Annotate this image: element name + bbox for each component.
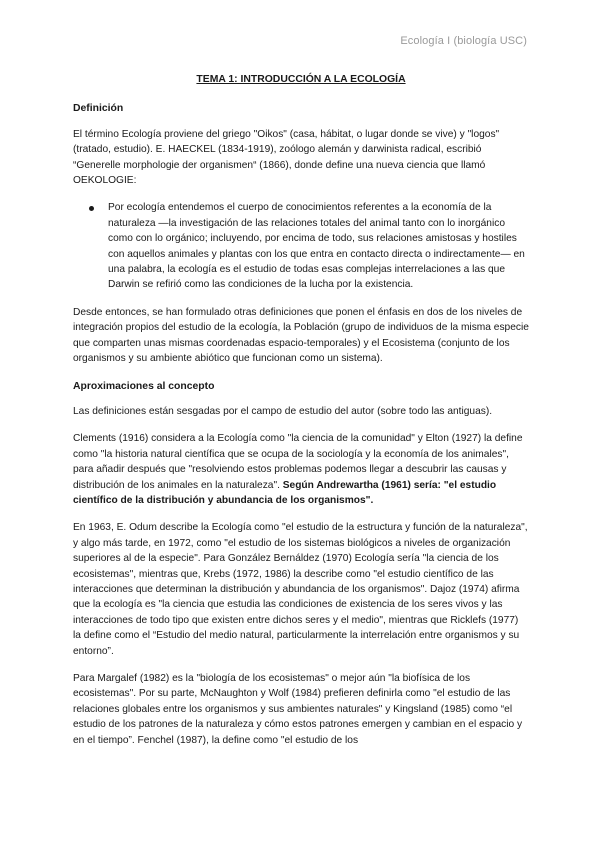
paragraph-margalef: Para Margalef (1982) es la "biología de los ecosistemas" o mejor aún "la biofísica de los ecosistemas". Por su parte, McNaughton y Wolf (1984) prefieren definirla como "el estudio de las relaciones globales entre los organismos y sus ambientes naturales" y Kingsland (1985) como “el estudio de los patrones de la naturaleza y cómo estos patrones emergen y cambian en el espacio y en el tiempo”. Fenchel (1987), la define como "el estudio de los (73, 673, 523, 746)
header-course-note: Ecología I (biología USC) (400, 35, 527, 47)
andrewartha-definition: Según Andrewartha (1961) sería: "el estudio científico de la distribución y abundancia de los organismos". (73, 479, 497, 506)
paragraph-etymology: El término Ecología proviene del griego "Oikos" (casa, hábitat, o lugar donde se vive) y "logos" (tratado, estudio). E. HAECKEL (1834-1919), zoólogo alemán y darwinista radical, escribió “Generelle morphologie der organismen“ (1866), donde define una nueva ciencia que llamó OEKOLOGIE: (73, 128, 500, 187)
section-heading-definicion: Definición (73, 103, 124, 115)
quote-list (73, 200, 529, 292)
document-title: TEMA 1: INTRODUCCIÓN A LA ECOLOGÍA (196, 74, 406, 85)
paragraph-bias: Las definiciones están sesgadas por el campo de estudio del autor (sobre todo las antiguas). (73, 405, 493, 417)
haeckel-quote: Por ecología entendemos el cuerpo de conocimientos referentes a la economía de la naturaleza —la investigación de las relaciones totales del animal tanto con lo inorgánico como con lo orgánico; incluyendo, por encima de todo, sus relaciones amistosas y hostiles con aquellos animales y plantas con los que entra en contacto directa o indirectamente— en una palabra, la ecología es el estudio de todas esas complejas interrelaciones a las que Darwin se refirió como las condiciones de la lucha por la existencia. (108, 202, 525, 291)
paragraph-odum-krebs: En 1963, E. Odum describe la Ecología como "el estudio de la estructura y función de la naturaleza", y algo más tarde, en 1972, como "el estudio de los sistemas biológicos a niveles de organización superiores al de la especie". Para González Bernáldez (1970) Ecología sería "la ciencia de los ecosistemas", mientras que, Krebs (1972, 1986) la describe como "el estudio científico de las interacciones que determinan la distribución y abundancia de los organismos". Dajoz (1974) afirma que la ecología es "la ciencia que estudia las condiciones de existencia de los seres vivos y las interacciones de todo tipo que existen entre dichos seres y el medio", mientras que Ricklefs (1977) la define como el “Estudio del medio natural, particularmente la interrelación entre organismos y su entorno”. (73, 522, 528, 657)
paragraph-population-ecosystem: Desde entonces, se han formulado otras definiciones que ponen el énfasis en dos de los niveles de integración propios del estudio de la ecología, la Población (grupo de individuos de la misma especie que comparten unas mismas coordenadas espacio-temporales) y el Ecosistema (conjunto de los organismos y su ambiente abiótico que funcionan como un sistema). (73, 306, 529, 365)
list-item (108, 200, 529, 292)
paragraph-clements-elton (73, 431, 529, 508)
section-heading-aproximaciones: Aproximaciones al concepto (73, 380, 215, 392)
bullet-icon (89, 206, 94, 211)
clements-elton-text: Clements (1916) considera a la Ecología como "la ciencia de la comunidad" y Elton (1927) la define como "la historia natural científica que se ocupa de la sociología y la economía de los animales", para añadir después que "resolviendo estos problemas podemos llegar a descubrir las causas y distribución de los animales en la naturaleza". (73, 433, 523, 491)
document-body (73, 72, 529, 760)
